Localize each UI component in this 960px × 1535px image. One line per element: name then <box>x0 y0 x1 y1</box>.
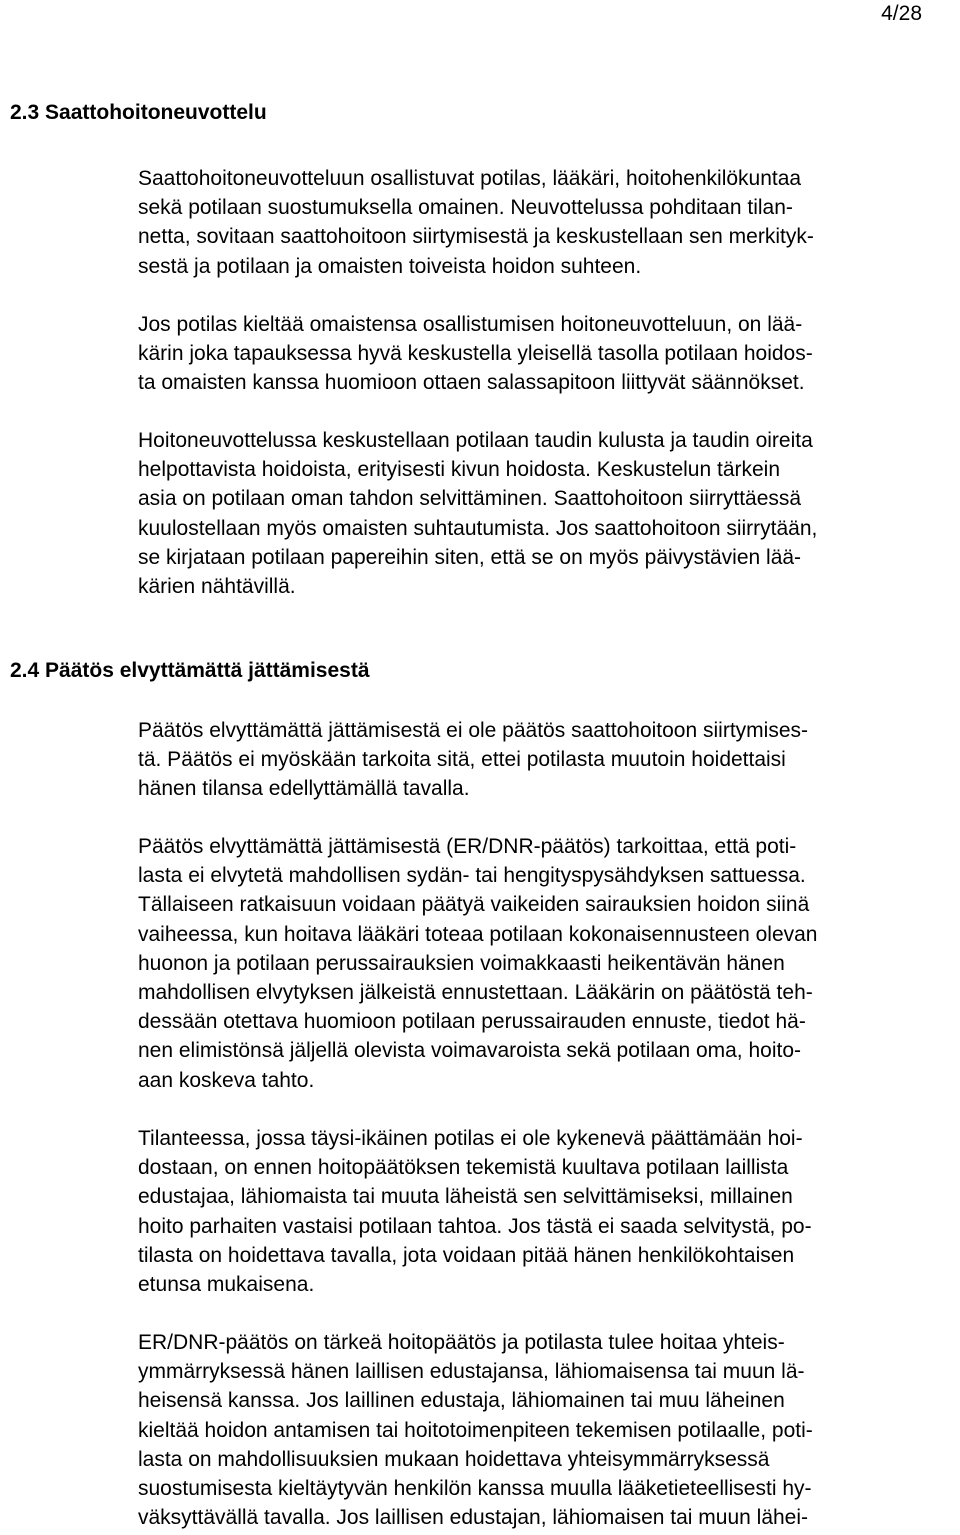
text-line: tä. Päätös ei myöskään tarkoita sitä, ettei potilasta muutoin hoidettaisi <box>138 748 786 772</box>
text-line: se kirjataan potilaan papereihin siten, että se on myös päivystävien lää- <box>138 545 802 569</box>
text-line: asia on potilaan oman tahdon selvittäminen. Saattohoitoon siirryttäessä <box>138 487 802 511</box>
text-line: aan koskeva tahto. <box>138 1068 315 1092</box>
section-heading-2-3: 2.3 Saattohoitoneuvottelu <box>10 101 267 124</box>
page-number: 4/28 <box>881 2 922 25</box>
text-line: lasta ei elvytetä mahdollisen sydän- tai hengityspysähdyksen sattuessa. <box>138 864 806 888</box>
paragraph <box>138 164 960 281</box>
text-line: ER/DNR-päätös on tärkeä hoitopäätös ja potilasta tulee hoitaa yhteis- <box>138 1331 785 1354</box>
paragraph <box>138 310 960 398</box>
text-line: ta omaisten kanssa huomioon ottaen salassapitoon liittyvät säännökset. <box>138 371 805 395</box>
text-line: vaiheessa, kun hoitava lääkäri toteaa potilaan kokonaisennusteen olevan <box>138 922 818 946</box>
text-line: edustajaa, lähiomaista tai muuta läheistä sen selvittämiseksi, millainen <box>138 1185 793 1209</box>
text-line: etunsa mukaisena. <box>138 1273 315 1297</box>
text-line: ymmärryksessä hänen laillisen edustajansa, lähiomaisensa tai muun lä- <box>138 1360 805 1384</box>
text-line: suostumisesta kieltäytyvän henkilön kanssa muulla lääketieteellisesti hy- <box>138 1477 812 1501</box>
text-line: helpottavista hoidoista, erityisesti kivun hoidosta. Keskustelun tärkein <box>138 458 781 482</box>
text-line: kärin joka tapauksessa hyvä keskustella yleisellä tasolla potilaan hoidos- <box>138 342 813 366</box>
text-line: Tällaiseen ratkaisuun voidaan päätyä vaikeiden sairauksien hoidon siinä <box>138 893 810 917</box>
paragraph <box>138 1124 960 1299</box>
paragraph <box>138 426 960 601</box>
text-line: sekä potilaan suostumuksella omainen. Neuvottelussa pohditaan tilan- <box>138 196 793 220</box>
paragraph <box>138 716 960 804</box>
text-line: hoito parhaiten vastaisi potilaan tahtoa. Jos tästä ei saada selvitystä, po- <box>138 1214 812 1238</box>
text-line: Hoitoneuvottelussa keskustellaan potilaan taudin kulusta ja taudin oireita <box>138 429 813 452</box>
text-line: kieltää hoidon antamisen tai hoitotoimenpiteen tekemisen potilaalle, poti- <box>138 1418 813 1442</box>
text-line: tilasta on hoidettava tavalla, jota voidaan pitää hänen henkilökohtaisen <box>138 1243 795 1267</box>
text-line: sestä ja potilaan ja omaisten toiveista hoidon suhteen. <box>138 254 642 278</box>
text-line: kuulostellaan myös omaisten suhtautumista. Jos saattohoitoon siirrytään, <box>138 516 818 540</box>
text-line: nen elimistönsä jäljellä olevista voimavaroista sekä potilaan oma, hoito- <box>138 1039 802 1063</box>
paragraph <box>138 1328 960 1532</box>
text-line: mahdollisen elvytyksen jälkeistä ennustettaan. Lääkärin on päätöstä teh- <box>138 981 813 1005</box>
text-line: lasta on mahdollisuuksien mukaan hoidettava yhteisymmärryksessä <box>138 1447 770 1471</box>
text-line: Saattohoitoneuvotteluun osallistuvat potilas, lääkäri, hoitohenkilökuntaa <box>138 167 802 190</box>
text-line: Tilanteessa, jossa täysi-ikäinen potilas ei ole kykenevä päättämään hoi- <box>138 1127 803 1150</box>
text-line: hänen tilansa edellyttämällä tavalla. <box>138 777 470 801</box>
section-heading-2-4: 2.4 Päätös elvyttämättä jättämisestä <box>10 659 370 682</box>
text-line: heisensä kanssa. Jos laillinen edustaja, lähiomainen tai muu läheinen <box>138 1389 785 1413</box>
text-line: huonon ja potilaan perussairauksien voimakkaasti heikentävän hänen <box>138 951 785 975</box>
text-line: Päätös elvyttämättä jättämisestä (ER/DNR-päätös) tarkoittaa, että poti- <box>138 835 797 858</box>
text-line: kärien nähtävillä. <box>138 575 296 599</box>
paragraph <box>138 832 960 1095</box>
text-line: väksyttävällä tavalla. Jos laillisen edustajan, lähiomaisen tai muun lähei- <box>138 1506 809 1530</box>
text-line: Jos potilas kieltää omaistensa osallistumisen hoitoneuvotteluun, on lää- <box>138 313 803 336</box>
text-line: dessään otettava huomioon potilaan perussairauden ennuste, tiedot hä- <box>138 1010 806 1034</box>
text-line: netta, sovitaan saattohoitoon siirtymisestä ja keskustellaan sen merkityk- <box>138 225 814 249</box>
text-line: Päätös elvyttämättä jättämisestä ei ole päätös saattohoitoon siirtymises- <box>138 719 808 742</box>
text-line: dostaan, on ennen hoitopäätöksen tekemistä kuultava potilaan laillista <box>138 1156 789 1180</box>
